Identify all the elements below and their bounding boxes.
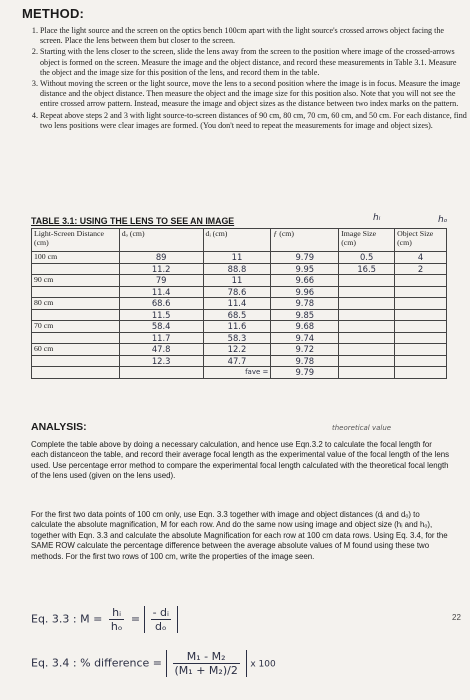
cell-distance: 80 cm bbox=[32, 298, 120, 310]
cell-di: 12.2 bbox=[203, 344, 271, 356]
cell-do: 11.5 bbox=[119, 309, 203, 321]
cell-distance bbox=[32, 263, 120, 275]
cell-image-size bbox=[339, 298, 395, 310]
eq34-label: Eq. 3.4 : bbox=[31, 656, 77, 670]
eq33-abs-bracket bbox=[144, 606, 178, 633]
cell-object-size bbox=[395, 367, 447, 379]
page-number: 22 bbox=[452, 613, 461, 622]
cell-distance: 60 cm bbox=[32, 344, 120, 356]
cell-image-size: 16.5 bbox=[339, 263, 395, 275]
cell-f: 9.96 bbox=[271, 286, 339, 298]
cell-image-size bbox=[339, 332, 395, 344]
eq33-num2: - dᵢ bbox=[152, 606, 170, 619]
table-row bbox=[32, 321, 447, 333]
cell-object-size: 4 bbox=[395, 252, 447, 264]
cell-image-size bbox=[339, 321, 395, 333]
cell-di: 78.6 bbox=[203, 286, 271, 298]
eq34-num: M₁ - M₂ bbox=[173, 650, 240, 664]
header-distance: Light-Screen Distance (cm) bbox=[32, 229, 120, 252]
cell-object-size bbox=[395, 298, 447, 310]
lens-data-table bbox=[31, 228, 447, 379]
cell-di: 11 bbox=[203, 275, 271, 287]
cell-di: 47.7 bbox=[203, 355, 271, 367]
cell-average-label: fave = bbox=[203, 367, 271, 379]
cell-object-size bbox=[395, 309, 447, 321]
cell-f: 9.78 bbox=[271, 355, 339, 367]
cell-distance bbox=[32, 367, 120, 379]
cell-do: 11.7 bbox=[119, 332, 203, 344]
equation-3-4 bbox=[31, 650, 276, 677]
eq33-lhs: M = bbox=[80, 612, 103, 626]
table-row bbox=[32, 332, 447, 344]
cell-di: 11 bbox=[203, 252, 271, 264]
cell-di: 88.8 bbox=[203, 263, 271, 275]
table-row bbox=[32, 309, 447, 321]
cell-di: 11.4 bbox=[203, 298, 271, 310]
cell-object-size bbox=[395, 275, 447, 287]
cell-do: 89 bbox=[119, 252, 203, 264]
cell-distance: 90 cm bbox=[32, 275, 120, 287]
cell-image-size: 0.5 bbox=[339, 252, 395, 264]
cell-object-size bbox=[395, 332, 447, 344]
cell-di: 68.5 bbox=[203, 309, 271, 321]
table-row bbox=[32, 286, 447, 298]
cell-f: 9.74 bbox=[271, 332, 339, 344]
cell-distance: 70 cm bbox=[32, 321, 120, 333]
method-step-3: 3. Without moving the screen or the light source, move the lens to a second position where the image is in focus. Measure the image distance and the object distance. Then measure the object and the image size for this position also. Note that you will not see the entire crossed arrow pattern. Instead, measure the image and object sizes as the distance between two index marks on the pattern. bbox=[40, 79, 468, 110]
method-step-4: 4. Repeat above steps 2 and 3 with light source-to-screen distances of 90 cm, 80 cm, 70 cm, 60 cm, and 50 cm. For each distance, find two lens positions were clear images are formed. (You don't need to repeat the measurements for image and object sizes). bbox=[40, 111, 468, 131]
table-row bbox=[32, 344, 447, 356]
cell-distance bbox=[32, 332, 120, 344]
method-step-1: 1. Place the light source and the screen on the optics bench 100cm apart with the light source's crossed arrows object facing the screen. Place the lens between them but closer to the screen. bbox=[40, 26, 468, 46]
header-image-size: Image Size (cm) bbox=[339, 229, 395, 252]
eq34-abs-bracket bbox=[166, 650, 247, 677]
handwritten-theoretical-note: theoretical value bbox=[332, 424, 392, 432]
cell-average-f: 9.79 bbox=[271, 367, 339, 379]
cell-distance bbox=[32, 286, 120, 298]
cell-do: 79 bbox=[119, 275, 203, 287]
cell-f: 9.79 bbox=[271, 252, 339, 264]
cell-object-size: 2 bbox=[395, 263, 447, 275]
analysis-title: ANALYSIS: bbox=[31, 421, 87, 433]
cell-f: 9.95 bbox=[271, 263, 339, 275]
table-row bbox=[32, 275, 447, 287]
eq33-fraction-d bbox=[151, 606, 171, 633]
cell-distance bbox=[32, 309, 120, 321]
analysis-paragraph-1: Complete the table above by doing a necessary calculation, and hence use Eqn.3.2 to calculate the focal length for each distanceon the table, and record their average focal length as the experimental value of the focal length of the lens used. Use percentage error method to compare the experimental focal length calculated with the theoretical focal length of the lens used (given on the lens used). bbox=[31, 440, 450, 481]
cell-image-size bbox=[339, 275, 395, 287]
cell-image-size bbox=[339, 286, 395, 298]
header-object-size: Object Size (cm) bbox=[395, 229, 447, 252]
eq33-den2: dₒ bbox=[155, 620, 167, 633]
eq34-tail: x 100 bbox=[250, 659, 276, 670]
eq33-mid: = bbox=[130, 612, 141, 626]
eq34-den: (M₁ + M₂)/2 bbox=[174, 664, 238, 677]
cell-image-size bbox=[339, 367, 395, 379]
cell-di: 11.6 bbox=[203, 321, 271, 333]
table-caption: TABLE 3.1: USING THE LENS TO SEE AN IMAGE bbox=[31, 216, 235, 226]
method-step-2: 2. Starting with the lens closer to the screen, slide the lens away from the screen to the position where image of the crossed-arrows object is formed on the screen. Measure the image and the object distance, and record these measurements in Table 3.1. Measure the object and the image size for this position of the lens, and record them in the table. bbox=[40, 47, 468, 78]
equation-3-3 bbox=[31, 606, 178, 633]
cell-object-size bbox=[395, 286, 447, 298]
cell-f: 9.72 bbox=[271, 344, 339, 356]
cell-do: 47.8 bbox=[119, 344, 203, 356]
cell-image-size bbox=[339, 355, 395, 367]
cell-do: 11.4 bbox=[119, 286, 203, 298]
handwritten-note-ho: hₒ bbox=[438, 215, 448, 225]
eq34-fraction bbox=[173, 650, 240, 677]
header-focal-length: ƒ (cm) bbox=[271, 229, 339, 252]
eq33-num1: hᵢ bbox=[109, 606, 125, 620]
cell-f: 9.85 bbox=[271, 309, 339, 321]
cell-do: 12.3 bbox=[119, 355, 203, 367]
header-object-distance: dₒ (cm) bbox=[119, 229, 203, 252]
header-image-distance: dᵢ (cm) bbox=[203, 229, 271, 252]
cell-f: 9.78 bbox=[271, 298, 339, 310]
method-steps bbox=[22, 26, 468, 132]
table-row bbox=[32, 355, 447, 367]
cell-di: 58.3 bbox=[203, 332, 271, 344]
cell-image-size bbox=[339, 344, 395, 356]
cell-f: 9.68 bbox=[271, 321, 339, 333]
table-row bbox=[32, 263, 447, 275]
cell-f: 9.66 bbox=[271, 275, 339, 287]
analysis-paragraph-2: For the first two data points of 100 cm only, use Eqn. 3.3 together with image and object distances (dᵢ and dₒ) to calculate the absolute magnification, M for each row. And do the same now using image and object size (hᵢ and hₒ), together with Eqn. 3.3 and calculate the absolute Magnification for each row at 100 cm data rows. Using Eq. 3.4, for the SAME ROW calculate the percentage difference between the average absolute values of M found using these two methods. For the first two rows of 100 cm, write the properties of the image seen. bbox=[31, 510, 448, 561]
cell-object-size bbox=[395, 355, 447, 367]
cell-do: 11.2 bbox=[119, 263, 203, 275]
eq34-lhs: % difference = bbox=[80, 656, 163, 670]
cell-do bbox=[119, 367, 203, 379]
table-header-row bbox=[32, 229, 447, 252]
table-row-average bbox=[32, 367, 447, 379]
cell-object-size bbox=[395, 344, 447, 356]
cell-do: 68.6 bbox=[119, 298, 203, 310]
cell-distance: 100 cm bbox=[32, 252, 120, 264]
cell-image-size bbox=[339, 309, 395, 321]
eq33-fraction-h bbox=[109, 606, 125, 633]
cell-do: 58.4 bbox=[119, 321, 203, 333]
eq33-label: Eq. 3.3 : bbox=[31, 612, 77, 626]
eq33-den1: hₒ bbox=[110, 620, 123, 633]
cell-distance bbox=[32, 355, 120, 367]
table-row bbox=[32, 298, 447, 310]
handwritten-note-hi: hᵢ bbox=[373, 213, 381, 223]
method-title: METHOD: bbox=[22, 6, 85, 21]
table-row bbox=[32, 252, 447, 264]
cell-object-size bbox=[395, 321, 447, 333]
